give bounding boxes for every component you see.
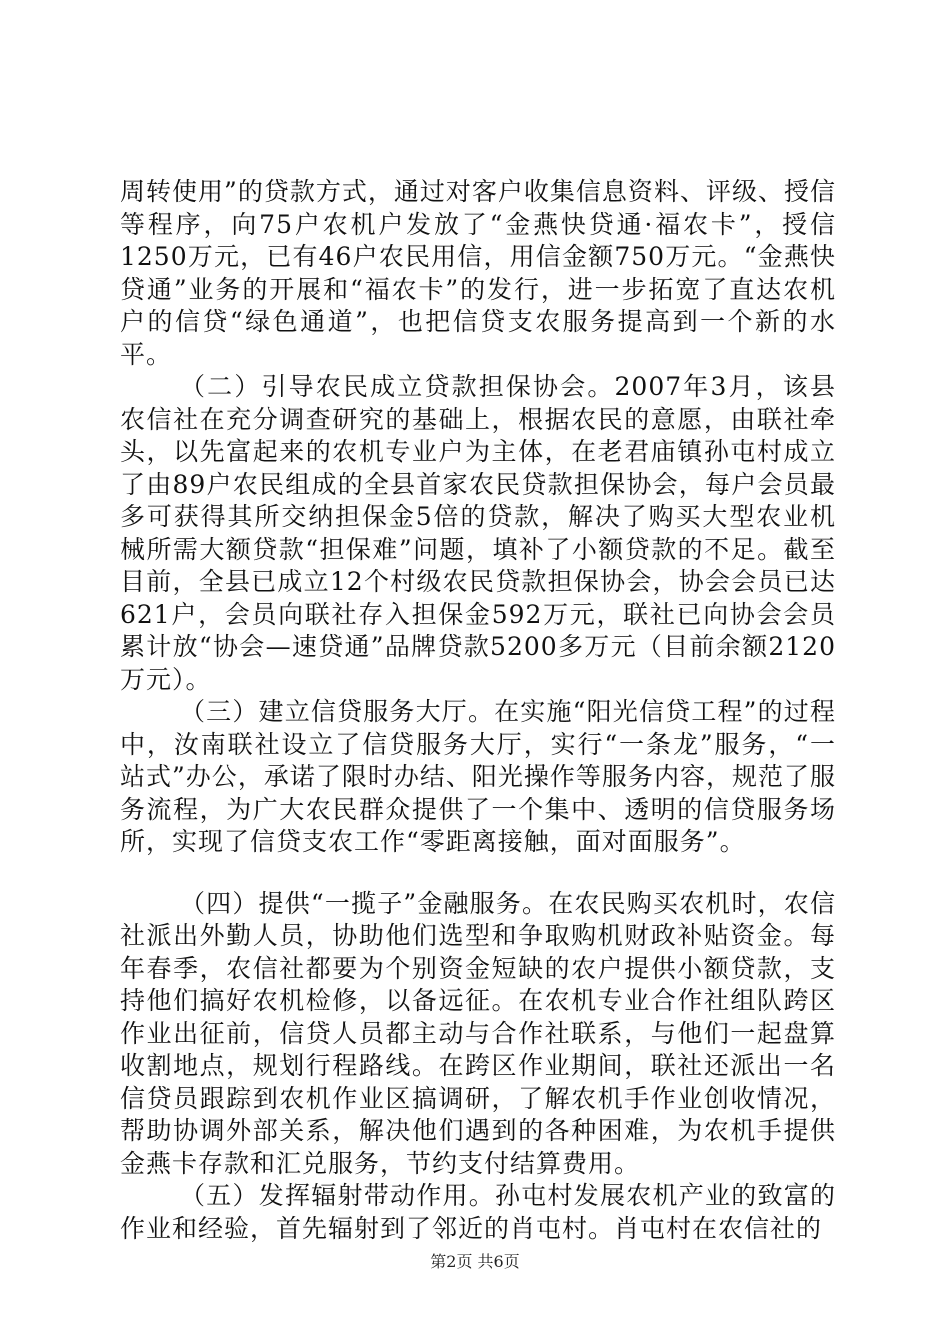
page-number-indicator: 第2页 共6页 (430, 1252, 520, 1271)
paragraph-spacer (120, 859, 836, 888)
page-footer (0, 1252, 950, 1272)
paragraph-1: 周转使用”的贷款方式，通过对客户收集信息资料、评级、授信等程序，向75户农机户发放了“金燕快贷通·福农卡”，授信1250万元，已有46户农民用信，用信金额750万元。“金燕快贷通”业务的开展和“福农卡”的发行，进一步拓宽了直达农机户的信贷“绿色通道”，也把信贷支农服务提高到一个新的水平。 (120, 177, 836, 369)
paragraph-4: （四）提供“一揽子”金融服务。在农民购买农机时，农信社派出外勤人员，协助他们选型和争取购机财政补贴资金。每年春季，农信社都要为个别资金短缺的农户提供小额贷款，支持他们搞好农机检修，以备远征。在农机专业合作社组队跨区作业出征前，信贷人员都主动与合作社联系，与他们一起盘算收割地点，规划行程路线。在跨区作业期间，联社还派出一名信贷员跟踪到农机作业区搞调研，了解农机手作业创收情况，帮助协调外部关系，解决他们遇到的各种困难，为农机手提供金燕卡存款和汇兑服务，节约支付结算费用。 (120, 888, 836, 1178)
paragraph-2: （二）引导农民成立贷款担保协会。2007年3月，该县农信社在充分调查研究的基础上，根据农民的意愿，由联社牵头，以先富起来的农机专业户为主体，在老君庙镇孙屯村成立了由89户农民组成的全县首家农民贷款担保协会，每户会员最多可获得其所交纳担保金5倍的贷款，解决了购买大型农业机械所需大额贷款“担保难”问题，填补了小额贷款的不足。截至目前，全县已成立12个村级农民贷款担保协会，协会会员已达621户，会员向联社存入担保金592万元，联社已向协会会员累计放“协会—速贷通”品牌贷款5200多万元（目前余额2120万元）。 (120, 372, 836, 694)
paragraph-5: （五）发挥辐射带动作用。孙屯村发展农机产业的致富的作业和经验，首先辐射到了邻近的肖屯村。肖屯村在农信社的 (120, 1181, 836, 1243)
document-body (120, 176, 836, 1245)
paragraph-3: （三）建立信贷服务大厅。在实施“阳光信贷工程”的过程中，汝南联社设立了信贷服务大厅，实行“一条龙”服务，“一站式”办公，承诺了限时办结、阳光操作等服务内容，规范了服务流程，为广大农民群众提供了一个集中、透明的信贷服务场所，实现了信贷支农工作“零距离接触，面对面服务”。 (120, 697, 836, 856)
